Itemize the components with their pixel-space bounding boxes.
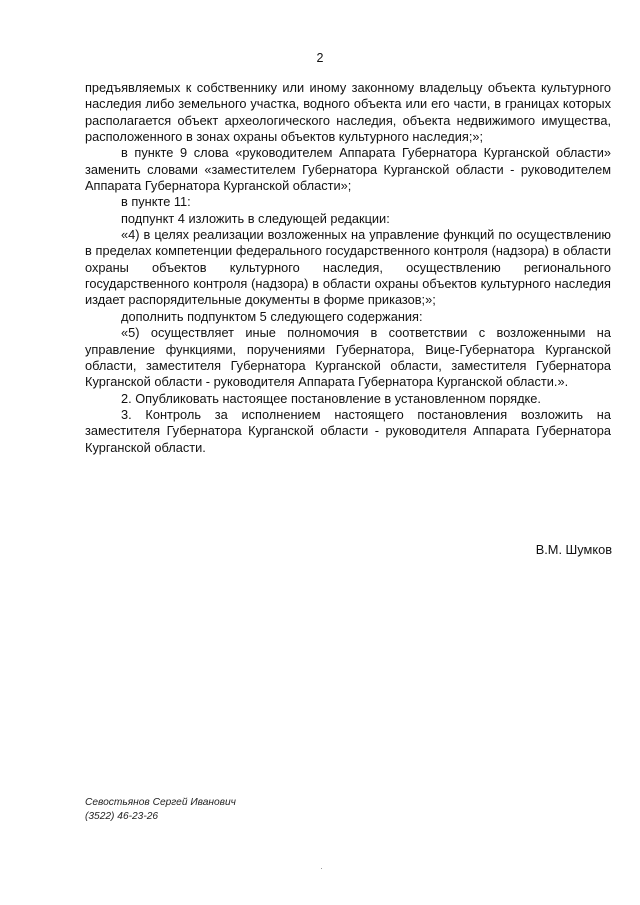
paragraph: «4) в целях реализации возложенных на управление функций по осуществлению в пределах компетенции федерального государственного контроля (надзора) в области охраны объектов культурного наследия, осуществлению регионального государственного контроля (надзора) в области охраны объектов культурного наследия издает распорядительные документы в форме приказов;»;: [85, 227, 611, 308]
document-body: [85, 80, 611, 456]
page-number: 2: [316, 51, 324, 65]
paragraph: предъявляемых к собственнику или иному законному владельцу объекта культурного наследия либо земельного участка, водного объекта или его части, в границах которых располагается объект археологического наследия, объекта недвижимого имущества, расположенного в зонах охраны объектов культурного наследия;»;: [85, 80, 611, 145]
executor-block: [85, 796, 236, 823]
paragraph: в пункте 11:: [121, 194, 191, 210]
paragraph: «5) осуществляет иные полномочия в соответствии с возложенными на управление функциями, поручениями Губернатора, Вице-Губернатора Курганской области, заместителя Губернатора Курганской области, заместителя Губернатора Курганской области - руководителя Аппарата Губернатора Курганской области.».: [85, 325, 611, 390]
paragraph: в пункте 9 слова «руководителем Аппарата Губернатора Курганской области» заменить словами «заместителем Губернатора Курганской области - руководителем Аппарата Губернатора Курганской области»;: [85, 145, 611, 194]
paragraph: 3. Контроль за исполнением настоящего постановления возложить на заместителя Губернатора Курганской области - руководителя Аппарата Губернатора Курганской области.: [85, 406, 611, 455]
signature-name: В.М. Шумков: [535, 542, 612, 557]
paragraph: дополнить подпунктом 5 следующего содержания:: [121, 308, 423, 324]
executor-phone: (3522) 46-23-26: [85, 810, 159, 822]
scan-speck: [321, 868, 322, 869]
paragraph: подпункт 4 изложить в следующей редакции:: [121, 210, 390, 226]
executor-name: Севостьянов Сергей Иванович: [85, 797, 236, 808]
paragraph: 2. Опубликовать настоящее постановление в установленном порядке.: [121, 390, 541, 406]
